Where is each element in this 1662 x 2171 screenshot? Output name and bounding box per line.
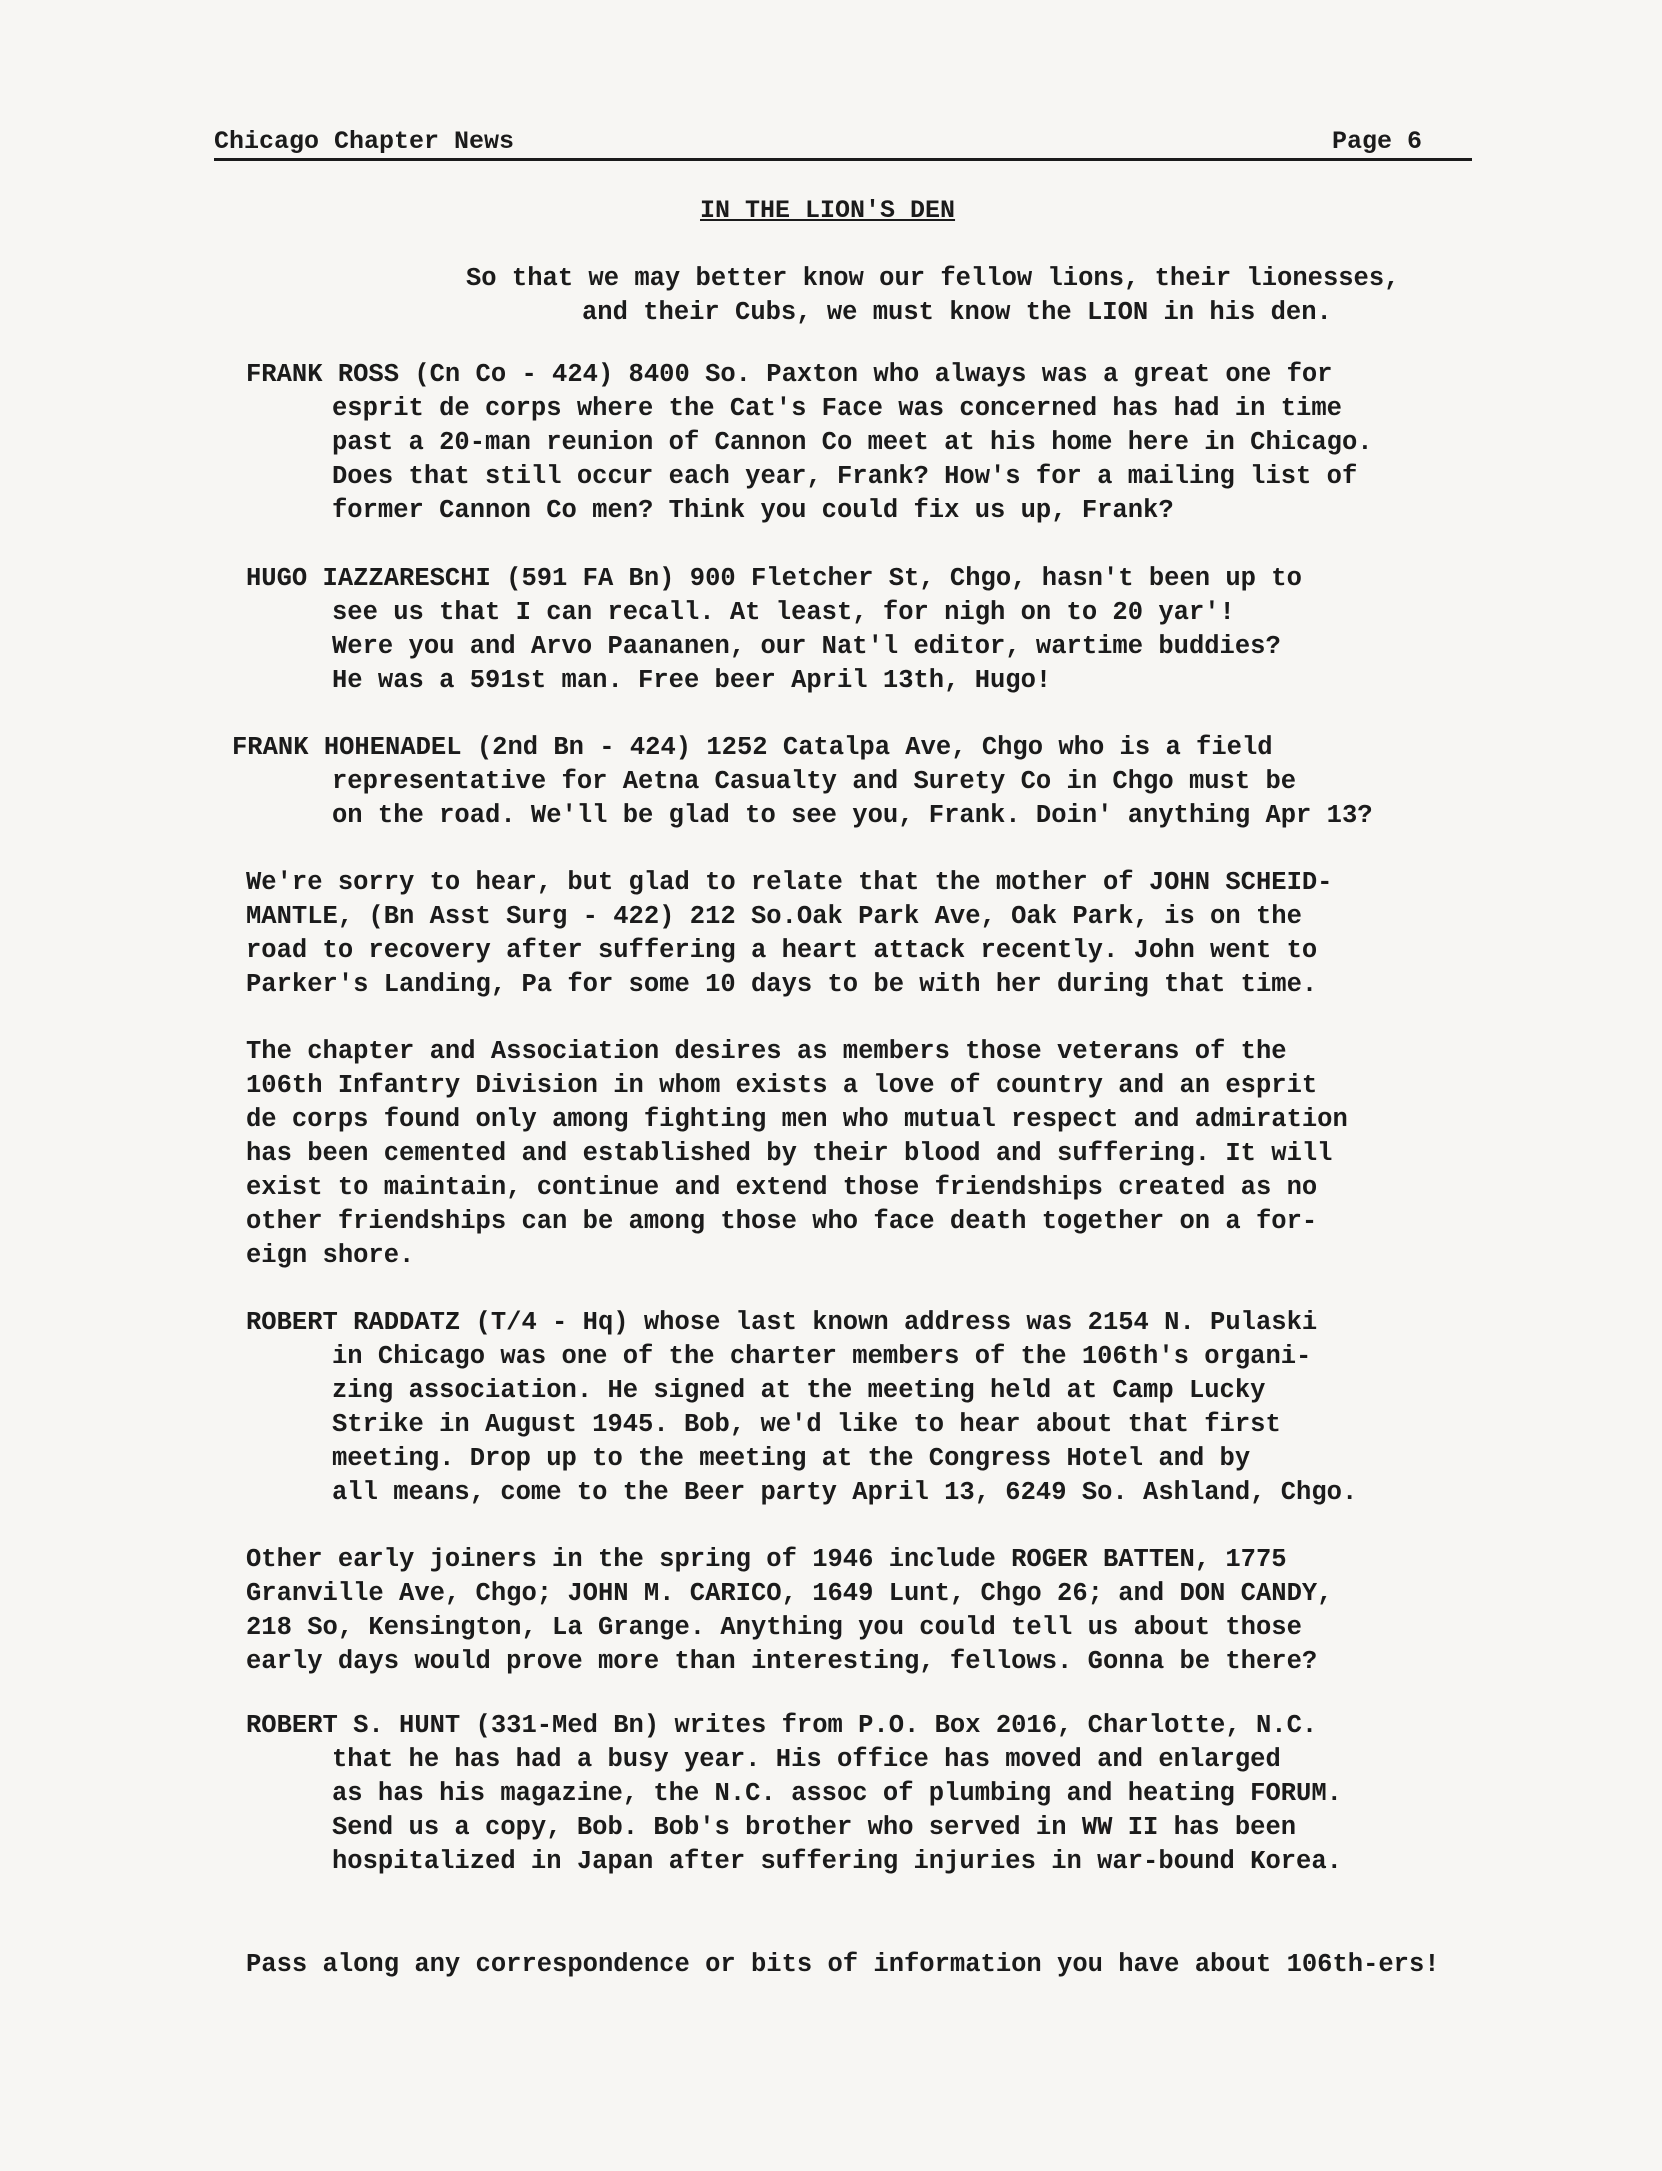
text-line: as has his magazine, the N.C. assoc of plumbing and heating FORUM. <box>332 1779 1342 1808</box>
text-line: that he has had a busy year. His office has moved and enlarged <box>332 1745 1281 1774</box>
text-line: early days would prove more than interesting, fellows. Gonna be there? <box>246 1647 1318 1676</box>
text-line: Parker's Landing, Pa for some 10 days to be with her during that time. <box>246 970 1318 999</box>
text-line: in Chicago was one of the charter members of the 106th's organi- <box>332 1342 1312 1371</box>
text-line: Other early joiners in the spring of 1946 include ROGER BATTEN, 1775 <box>246 1545 1287 1574</box>
text-line: 218 So, Kensington, La Grange. Anything you could tell us about those <box>246 1613 1302 1642</box>
text-line: 106th Infantry Division in whom exists a love of country and an esprit <box>246 1071 1318 1100</box>
text-line: exist to maintain, continue and extend those friendships created as no <box>246 1173 1318 1202</box>
text-line: Were you and Arvo Paananen, our Nat'l editor, wartime buddies? <box>332 632 1281 661</box>
intro-line-2: and their Cubs, we must know the LION in his den. <box>582 298 1332 327</box>
text-line: past a 20-man reunion of Cannon Co meet at his home here in Chicago. <box>332 428 1373 457</box>
text-line: Strike in August 1945. Bob, we'd like to hear about that first <box>332 1410 1281 1439</box>
text-line: see us that I can recall. At least, for nigh on to 20 yar'! <box>332 598 1235 627</box>
text-line: Granville Ave, Chgo; JOHN M. CARICO, 1649 Lunt, Chgo 26; and DON CANDY, <box>246 1579 1333 1608</box>
text-line: esprit de corps where the Cat's Face was concerned has had in time <box>332 394 1342 423</box>
text-line: HUGO IAZZARESCHI (591 FA Bn) 900 Fletcher St, Chgo, hasn't been up to <box>246 564 1302 593</box>
text-line: road to recovery after suffering a heart attack recently. John went to <box>246 936 1318 965</box>
newsletter-name: Chicago Chapter News <box>214 127 515 156</box>
text-line: ROBERT S. HUNT (331-Med Bn) writes from P.O. Box 2016, Charlotte, N.C. <box>246 1711 1318 1740</box>
text-line: FRANK HOHENADEL (2nd Bn - 424) 1252 Catalpa Ave, Chgo who is a field <box>232 733 1273 762</box>
text-line: FRANK ROSS (Cn Co - 424) 8400 So. Paxton who always was a great one for <box>246 360 1333 389</box>
text-line: Send us a copy, Bob. Bob's brother who served in WW II has been <box>332 1813 1297 1842</box>
text-line: The chapter and Association desires as members those veterans of the <box>246 1037 1287 1066</box>
section-title: IN THE LION'S DEN <box>700 196 956 225</box>
text-line: zing association. He signed at the meeting held at Camp Lucky <box>332 1376 1266 1405</box>
text-line: Does that still occur each year, Frank? How's for a mailing list of <box>332 462 1358 491</box>
text-line: representative for Aetna Casualty and Surety Co in Chgo must be <box>332 767 1297 796</box>
text-line: MANTLE, (Bn Asst Surg - 422) 212 So.Oak Park Ave, Oak Park, is on the <box>246 902 1302 931</box>
text-line: on the road. We'll be glad to see you, Frank. Doin' anything Apr 13? <box>332 801 1373 830</box>
text-line: de corps found only among fighting men who mutual respect and admiration <box>246 1105 1348 1134</box>
text-line: He was a 591st man. Free beer April 13th, Hugo! <box>332 666 1052 695</box>
text-line: ROBERT RADDATZ (T/4 - Hq) whose last known address was 2154 N. Pulaski <box>246 1308 1318 1337</box>
intro-line-1: So that we may better know our fellow lions, their lionesses, <box>466 264 1400 293</box>
text-line: has been cemented and established by their blood and suffering. It will <box>246 1139 1333 1168</box>
text-line: eign shore. <box>246 1241 415 1270</box>
text-line: all means, come to the Beer party April 13, 6249 So. Ashland, Chgo. <box>332 1478 1358 1507</box>
text-line: meeting. Drop up to the meeting at the Congress Hotel and by <box>332 1444 1251 1473</box>
text-line: We're sorry to hear, but glad to relate that the mother of JOHN SCHEID- <box>246 868 1333 897</box>
closing-line: Pass along any correspondence or bits of information you have about 106th-ers! <box>246 1950 1440 1979</box>
page-number: Page 6 <box>1331 127 1422 156</box>
text-line: other friendships can be among those who face death together on a for- <box>246 1207 1318 1236</box>
text-line: former Cannon Co men? Think you could fix us up, Frank? <box>332 496 1174 525</box>
page-header <box>214 126 1472 161</box>
text-line: hospitalized in Japan after suffering injuries in war-bound Korea. <box>332 1847 1342 1876</box>
